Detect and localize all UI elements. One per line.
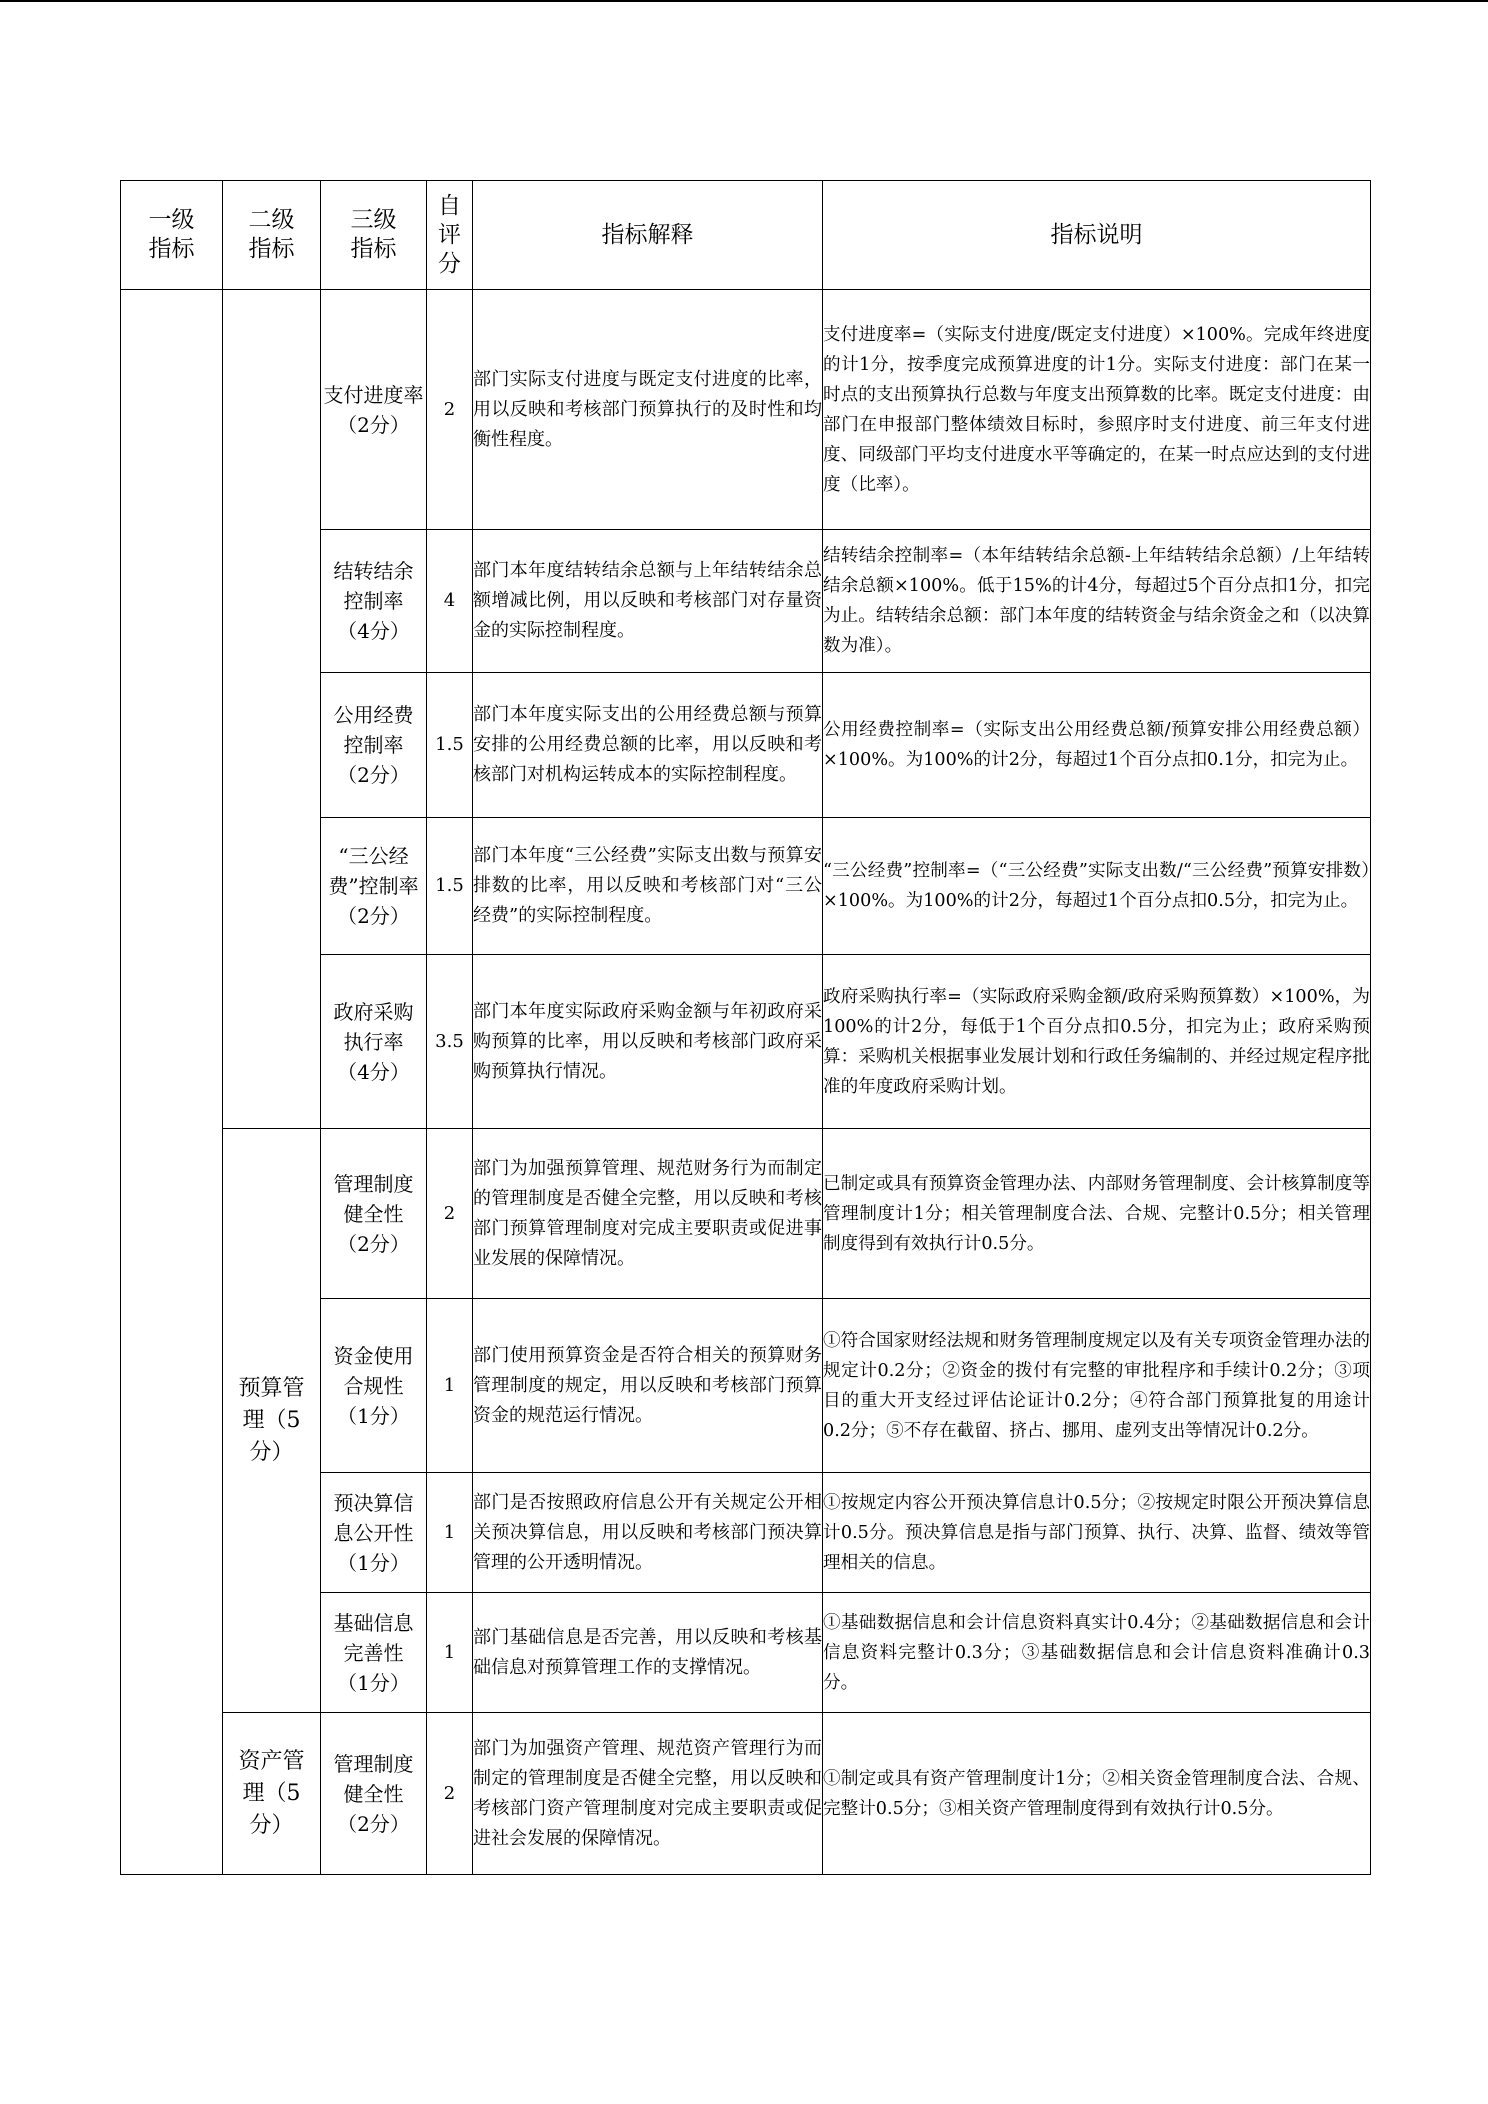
table-row — [121, 1713, 1371, 1875]
explanation-cell: 部门本年度实际政府采购金额与年初政府采购预算的比率，用以反映和考核部门政府采购预算执行情况。 — [473, 955, 823, 1129]
header-level2: 二级指标 — [223, 181, 321, 290]
score-cell: 1 — [427, 1299, 473, 1473]
score-cell: 1.5 — [427, 818, 473, 955]
description-cell: 支付进度率=（实际支付进度/既定支付进度）×100%。完成年终进度的计1分，按季度完成预算进度的计1分。实际支付进度：部门在某一时点的支出预算执行总数与年度支出预算数的比率。既定支付进度：由部门在申报部门整体绩效目标时，参照序时支付进度、前三年支付进度、同级部门平均支付进度水平等确定的，在某一时点应达到的支付进度（比率）。 — [823, 290, 1371, 530]
level3-cell: 支付进度率（2分） — [321, 290, 427, 530]
level3-cell: 公用经费控制率（2分） — [321, 673, 427, 818]
level2-cell-blank — [223, 290, 321, 1129]
header-self-score: 自评分 — [427, 181, 473, 290]
header-level1: 一级指标 — [121, 181, 223, 290]
table-row — [121, 1129, 1371, 1299]
level3-cell: 基础信息完善性（1分） — [321, 1593, 427, 1713]
score-cell: 1.5 — [427, 673, 473, 818]
level3-cell: 政府采购执行率（4分） — [321, 955, 427, 1129]
description-cell: ①基础数据信息和会计信息资料真实计0.4分；②基础数据信息和会计信息资料完整计0.3分；③基础数据信息和会计信息资料准确计0.3分。 — [823, 1593, 1371, 1713]
explanation-cell: 部门本年度结转结余总额与上年结转结余总额增减比例，用以反映和考核部门对存量资金的实际控制程度。 — [473, 530, 823, 673]
level3-cell: 预决算信息公开性（1分） — [321, 1473, 427, 1593]
score-cell: 2 — [427, 1129, 473, 1299]
description-cell: ①按规定内容公开预决算信息计0.5分；②按规定时限公开预决算信息计0.5分。预决算信息是指与部门预算、执行、决算、监督、绩效等管理相关的信息。 — [823, 1473, 1371, 1593]
score-cell: 2 — [427, 1713, 473, 1875]
level2-cell-assets: 资产管理（5分） — [223, 1713, 321, 1875]
level3-cell: 结转结余控制率（4分） — [321, 530, 427, 673]
table-row — [121, 290, 1371, 530]
description-cell: ①制定或具有资产管理制度计1分；②相关资金管理制度合法、合规、完整计0.5分；③相关资产管理制度得到有效执行计0.5分。 — [823, 1713, 1371, 1875]
explanation-cell: 部门本年度“三公经费”实际支出数与预算安排数的比率，用以反映和考核部门对“三公经费”的实际控制程度。 — [473, 818, 823, 955]
description-cell: 政府采购执行率=（实际政府采购金额/政府采购预算数）×100%，为100%的计2分，每低于1个百分点扣0.5分，扣完为止；政府采购预算：采购机关根据事业发展计划和行政任务编制的、并经过规定程序批准的年度政府采购计划。 — [823, 955, 1371, 1129]
description-cell: 结转结余控制率=（本年结转结余总额-上年结转结余总额）/上年结转结余总额×100%。低于15%的计4分，每超过5个百分点扣1分，扣完为止。结转结余总额：部门本年度的结转资金与结余资金之和（以决算数为准）。 — [823, 530, 1371, 673]
explanation-cell: 部门是否按照政府信息公开有关规定公开相关预决算信息，用以反映和考核部门预决算管理的公开透明情况。 — [473, 1473, 823, 1593]
explanation-cell: 部门使用预算资金是否符合相关的预算财务管理制度的规定，用以反映和考核部门预算资金的规范运行情况。 — [473, 1299, 823, 1473]
page-top-rule — [0, 0, 1488, 2]
score-cell: 3.5 — [427, 955, 473, 1129]
performance-indicator-table — [120, 180, 1371, 1875]
header-description: 指标说明 — [823, 181, 1371, 290]
score-cell: 4 — [427, 530, 473, 673]
score-cell: 2 — [427, 290, 473, 530]
description-cell: ①符合国家财经法规和财务管理制度规定以及有关专项资金管理办法的规定计0.2分；②资金的拨付有完整的审批程序和手续计0.2分；③项目的重大开支经过评估论证计0.2分；④符合部门预算批复的用途计0.2分；⑤不存在截留、挤占、挪用、虚列支出等情况计0.2分。 — [823, 1299, 1371, 1473]
level3-cell: “三公经费”控制率（2分） — [321, 818, 427, 955]
score-cell: 1 — [427, 1473, 473, 1593]
level2-cell-budget: 预算管理（5分） — [223, 1129, 321, 1713]
description-cell: 已制定或具有预算资金管理办法、内部财务管理制度、会计核算制度等管理制度计1分；相关管理制度合法、合规、完整计0.5分；相关管理制度得到有效执行计0.5分。 — [823, 1129, 1371, 1299]
header-explanation: 指标解释 — [473, 181, 823, 290]
explanation-cell: 部门为加强资产管理、规范资产管理行为而制定的管理制度是否健全完整，用以反映和考核部门资产管理制度对完成主要职责或促进社会发展的保障情况。 — [473, 1713, 823, 1875]
header-row — [121, 181, 1371, 290]
level3-cell: 资金使用合规性（1分） — [321, 1299, 427, 1473]
explanation-cell: 部门实际支付进度与既定支付进度的比率，用以反映和考核部门预算执行的及时性和均衡性程度。 — [473, 290, 823, 530]
level3-cell: 管理制度健全性（2分） — [321, 1713, 427, 1875]
score-cell: 1 — [427, 1593, 473, 1713]
explanation-cell: 部门为加强预算管理、规范财务行为而制定的管理制度是否健全完整，用以反映和考核部门预算管理制度对完成主要职责或促进事业发展的保障情况。 — [473, 1129, 823, 1299]
level1-cell — [121, 290, 223, 1875]
header-level3: 三级指标 — [321, 181, 427, 290]
level3-cell: 管理制度健全性（2分） — [321, 1129, 427, 1299]
explanation-cell: 部门基础信息是否完善，用以反映和考核基础信息对预算管理工作的支撑情况。 — [473, 1593, 823, 1713]
description-cell: 公用经费控制率=（实际支出公用经费总额/预算安排公用经费总额）×100%。为100%的计2分，每超过1个百分点扣0.1分，扣完为止。 — [823, 673, 1371, 818]
explanation-cell: 部门本年度实际支出的公用经费总额与预算安排的公用经费总额的比率，用以反映和考核部门对机构运转成本的实际控制程度。 — [473, 673, 823, 818]
description-cell: “三公经费”控制率=（“三公经费”实际支出数/“三公经费”预算安排数）×100%。为100%的计2分，每超过1个百分点扣0.5分，扣完为止。 — [823, 818, 1371, 955]
